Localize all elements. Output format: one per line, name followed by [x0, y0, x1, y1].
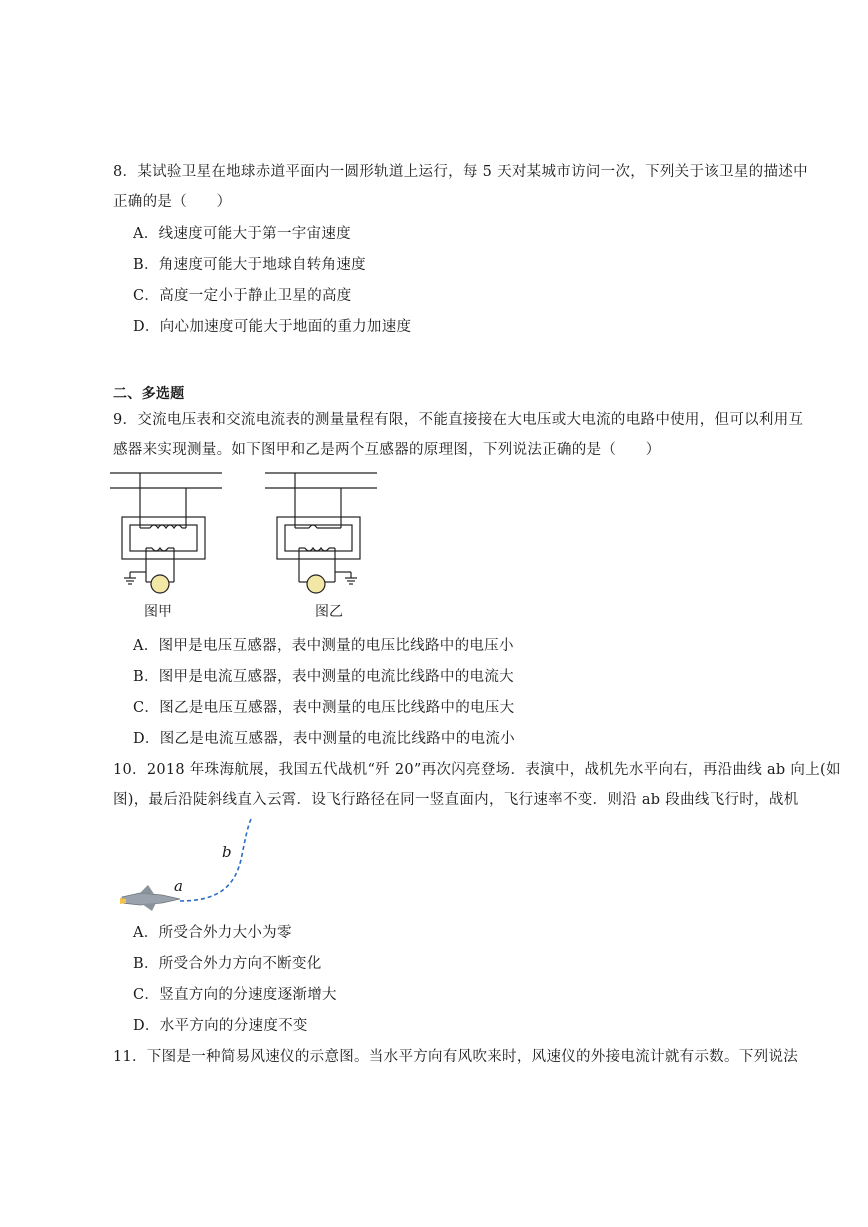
q9-line2: 感器来实现测量。如下图甲和乙是两个互感器的原理图，下列说法正确的是（ ） — [113, 442, 661, 458]
q9-line1: 9．交流电压表和交流电流表的测量量程有限，不能直接接在大电压或大电流的电路中使用，但可以利用互 — [113, 412, 804, 428]
label-a: a — [174, 877, 183, 895]
q8-option-b: B．角速度可能大于地球自转角速度 — [133, 257, 366, 273]
figure-yi — [265, 470, 395, 600]
q8-option-a: A．线速度可能大于第一宇宙速度 — [133, 226, 351, 242]
q8-line1: 8．某试验卫星在地球赤道平面内一圆形轨道上运行，每 5 天对某城市访问一次，下列关于该卫星的描述中 — [113, 164, 808, 180]
q8-option-d: D．向心加速度可能大于地面的重力加速度 — [133, 319, 412, 335]
q11-line1: 11．下图是一种简易风速仪的示意图。当水平方向有风吹来时，风速仪的外接电流计就有示数。下列说法 — [113, 1049, 799, 1065]
figure-jia — [110, 470, 240, 600]
q10-option-a: A．所受合外力大小为零 — [133, 925, 292, 941]
q9-option-a: A．图甲是电压互感器，表中测量的电压比线路中的电压小 — [133, 638, 514, 654]
q9-option-d: D．图乙是电流互感器，表中测量的电流比线路中的电流小 — [133, 731, 515, 747]
figure-flight-path — [118, 815, 268, 915]
q8-option-c: C．高度一定小于静止卫星的高度 — [133, 288, 352, 304]
figure-yi-caption: 图乙 — [315, 604, 343, 620]
q8-line2: 正确的是（ ） — [113, 194, 232, 210]
q10-option-b: B．所受合外力方向不断变化 — [133, 956, 322, 972]
q10-option-c: C．竖直方向的分速度逐渐增大 — [133, 987, 337, 1003]
jet-icon — [120, 885, 180, 911]
section-title: 二、多选题 — [113, 386, 185, 402]
q9-option-c: C．图乙是电压互感器，表中测量的电压比线路中的电压大 — [133, 700, 515, 716]
q10-line1: 10．2018 年珠海航展，我国五代战机“歼 20”再次闪亮登场．表演中，战机先水平向右，再沿曲线 ab 向上(如 — [113, 762, 841, 778]
label-b: b — [222, 843, 232, 861]
figure-jia-caption: 图甲 — [144, 604, 172, 620]
q9-option-b: B．图甲是电流互感器，表中测量的电流比线路中的电流大 — [133, 669, 514, 685]
q10-line2: 图)，最后沿陡斜线直入云霄．设飞行路径在同一竖直面内，飞行速率不变．则沿 ab 段曲线飞行时，战机 — [113, 792, 799, 808]
q10-option-d: D．水平方向的分速度不变 — [133, 1018, 308, 1034]
